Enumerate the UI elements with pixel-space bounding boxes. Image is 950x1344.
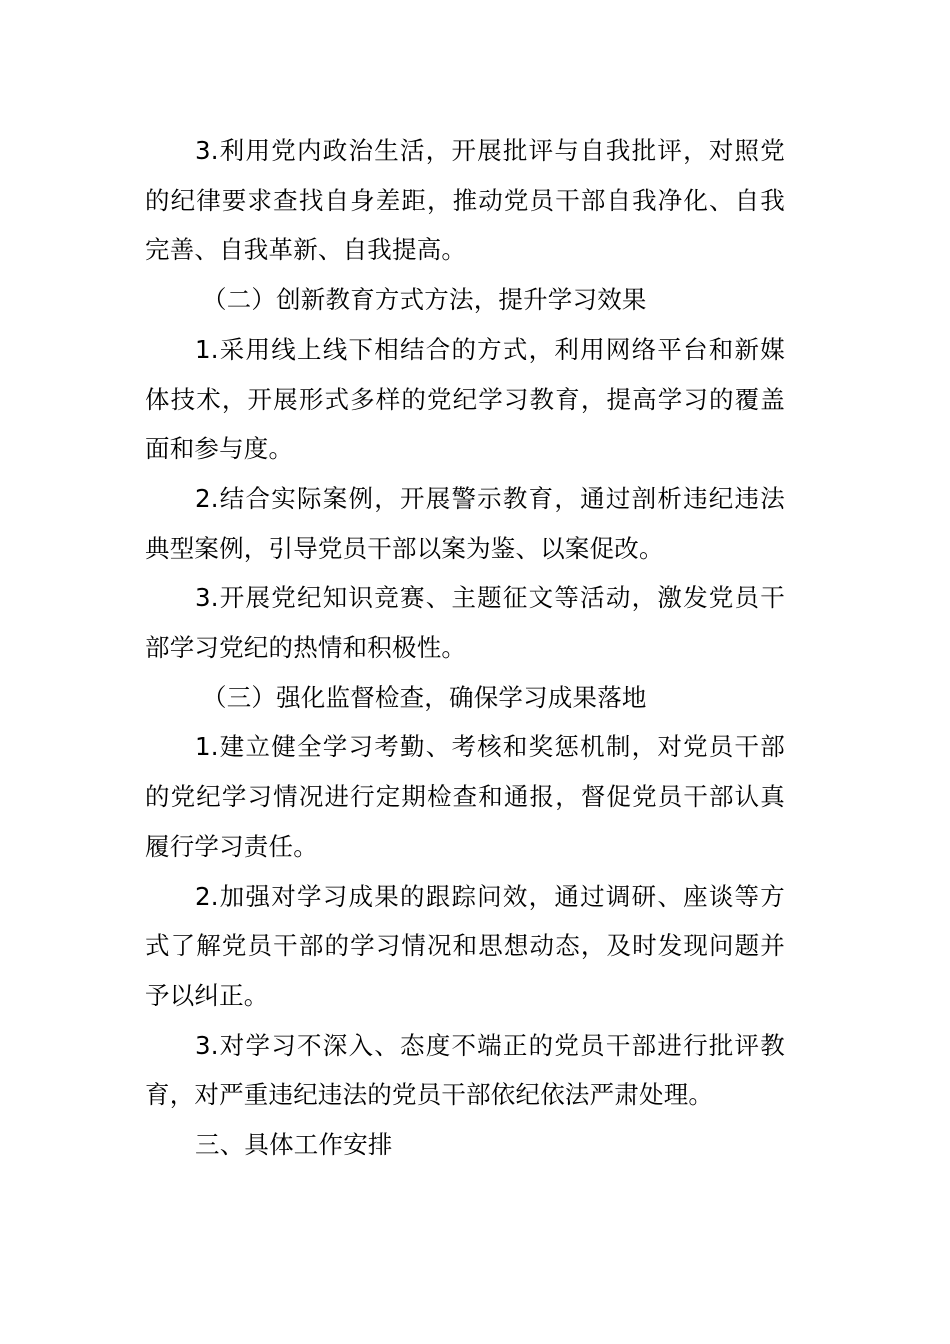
paragraph-item-3-competition: 3.开展党纪知识竞赛、主题征文等活动，激发党员干部学习党纪的热情和积极性。	[145, 583, 785, 663]
paragraph-item-3-party-life: 3.利用党内政治生活，开展批评与自我批评，对照党的纪律要求查找自身差距，推动党员干部自我净化、自我完善、自我革新、自我提高。	[145, 136, 785, 265]
subsection-heading-2: （二）创新教育方式方法，提升学习效果	[202, 285, 647, 315]
section-heading-3: 三、具体工作安排	[195, 1130, 393, 1160]
paragraph-item-1-attendance: 1.建立健全学习考勤、考核和奖惩机制，对党员干部的党纪学习情况进行定期检查和通报，督促党员干部认真履行学习责任。	[145, 732, 785, 861]
paragraph-item-3-discipline: 3.对学习不深入、态度不端正的党员干部进行批评教育，对严重违纪违法的党员干部依纪依法严肃处理。	[145, 1030, 785, 1110]
paragraph-item-1-online-offline: 1.采用线上线下相结合的方式，利用网络平台和新媒体技术，开展形式多样的党纪学习教育，提高学习的覆盖面和参与度。	[145, 334, 785, 464]
subsection-heading-3: （三）强化监督检查，确保学习成果落地	[202, 682, 647, 712]
paragraph-item-2-follow-up: 2.加强对学习成果的跟踪问效，通过调研、座谈等方式了解党员干部的学习情况和思想动态，及时发现问题并予以纠正。	[145, 881, 785, 1010]
paragraph-item-2-case-warning: 2.结合实际案例，开展警示教育，通过剖析违纪违法典型案例，引导党员干部以案为鉴、以案促改。	[145, 483, 785, 563]
document-body	[145, 126, 785, 1170]
